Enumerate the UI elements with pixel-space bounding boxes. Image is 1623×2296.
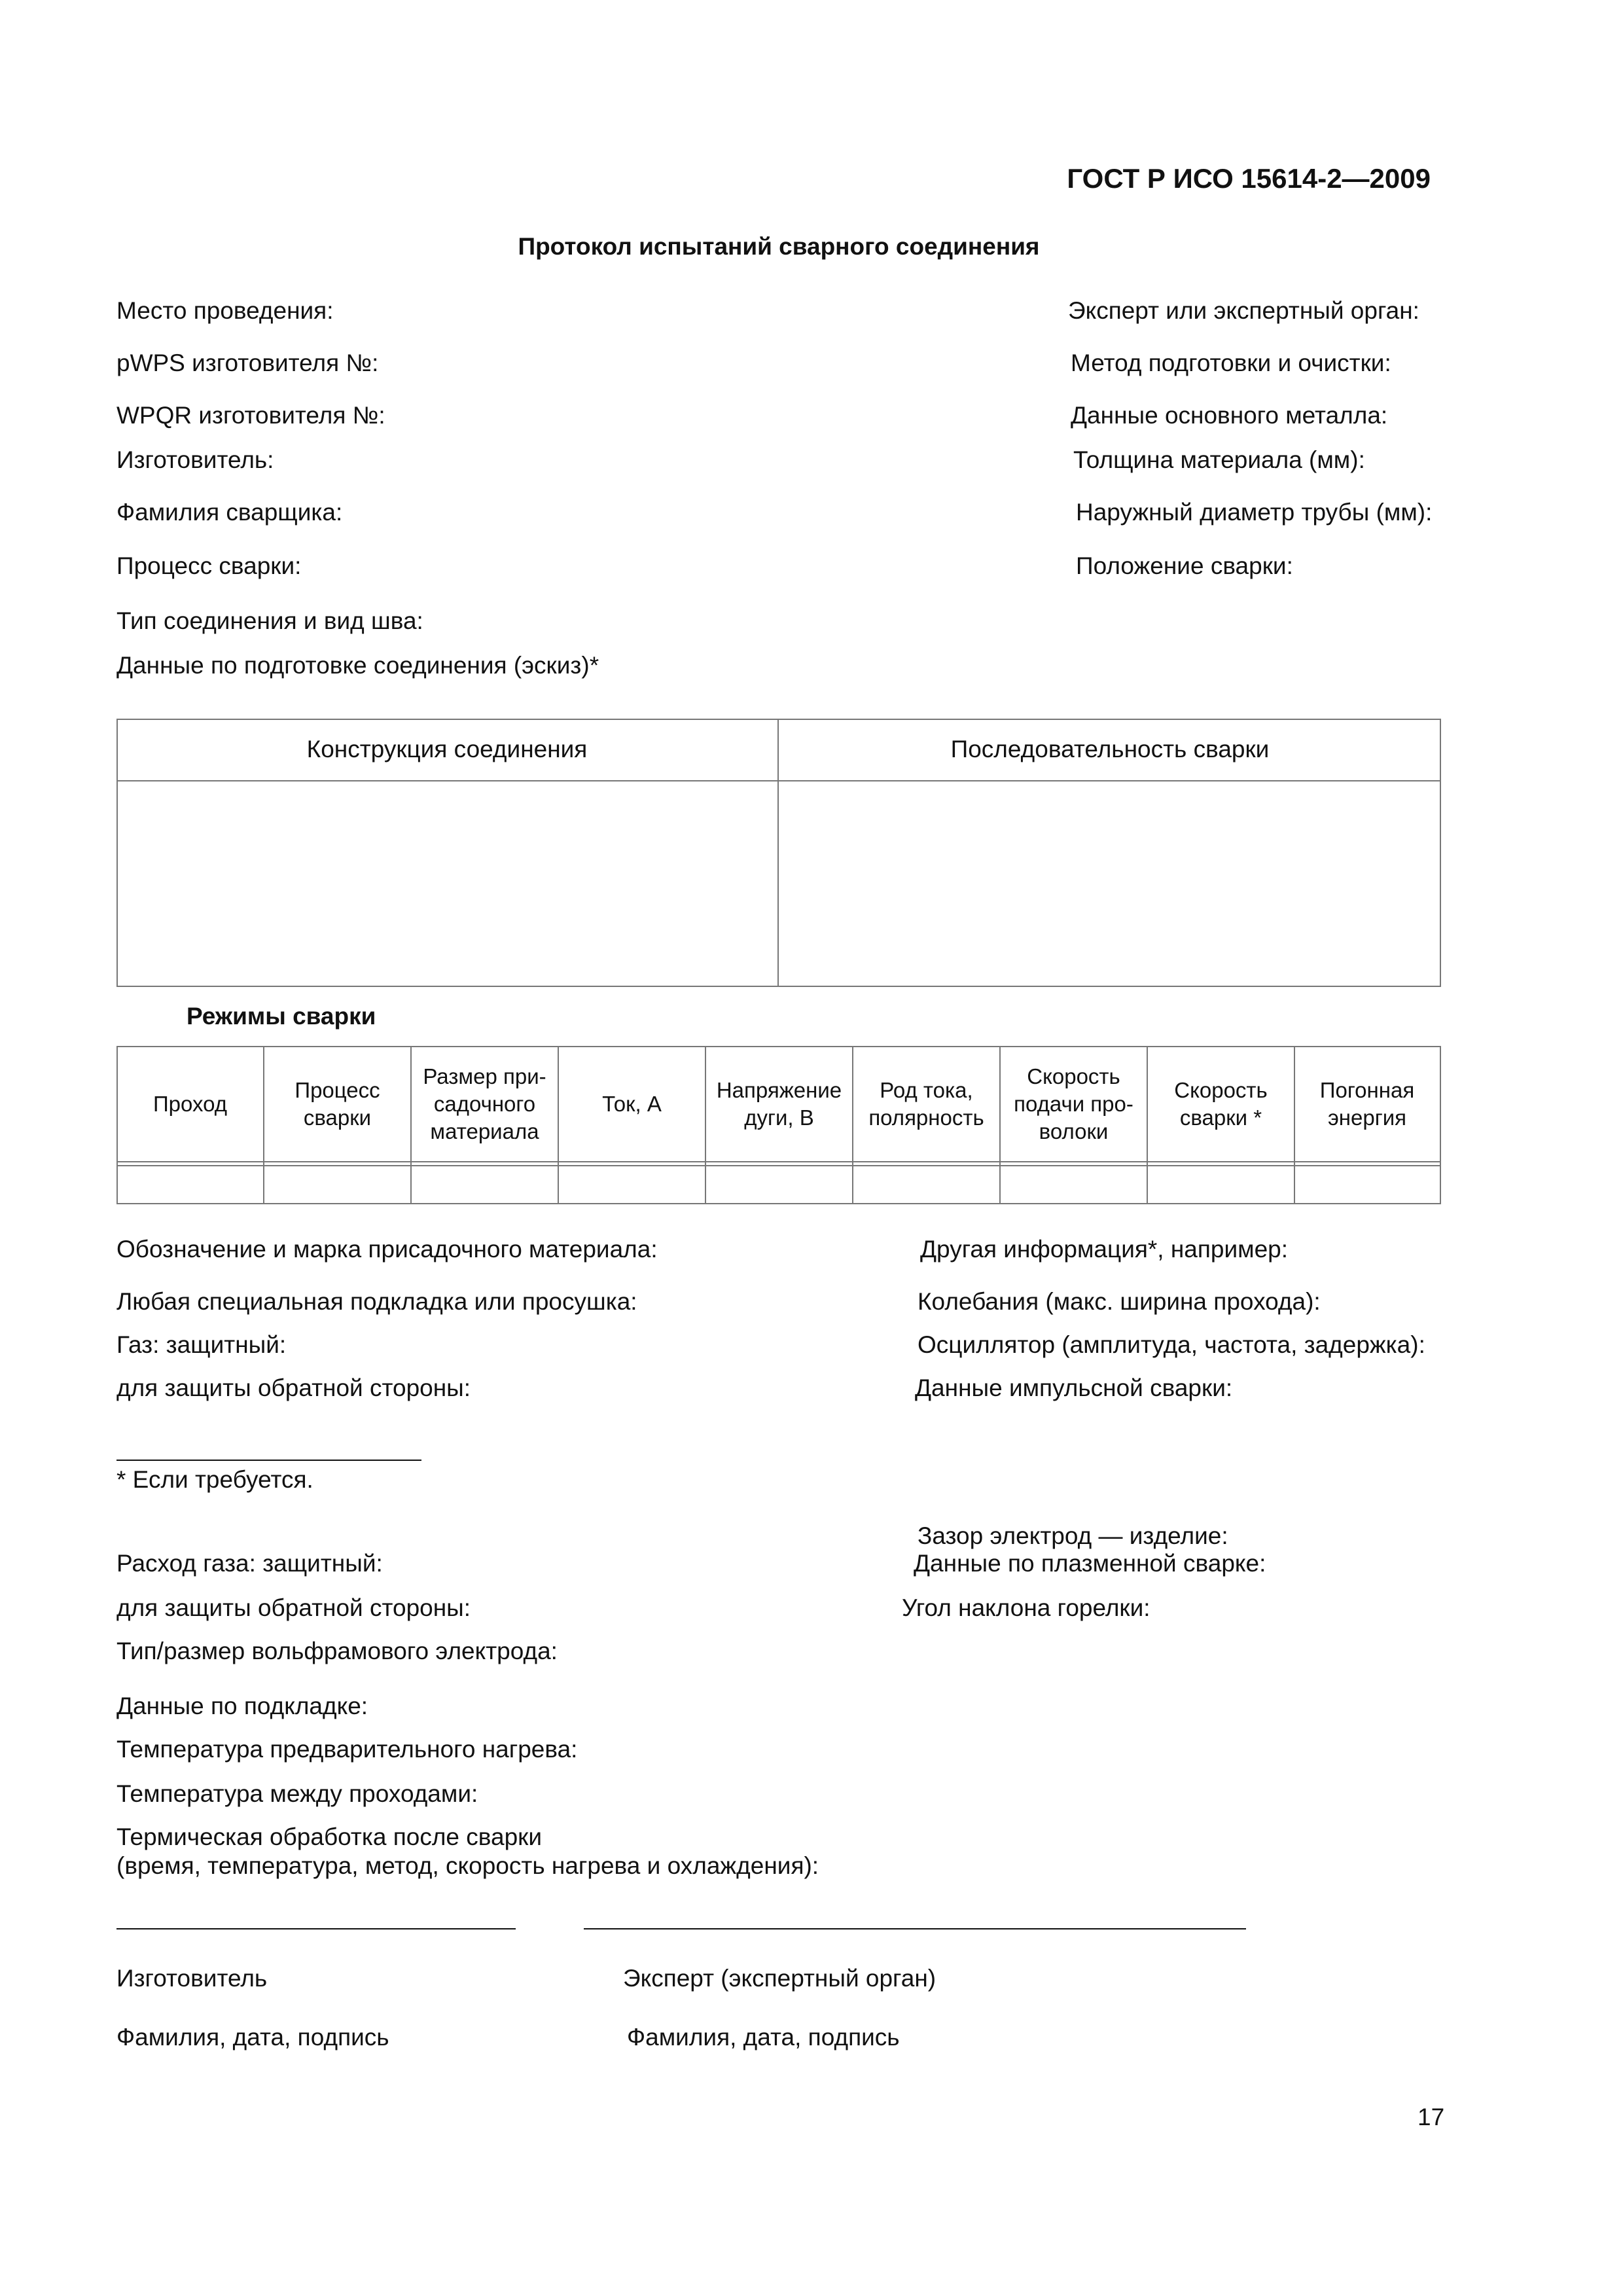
field-oscillation: Осциллятор (амплитуда, частота, задержка): xyxy=(918,1331,1425,1358)
welding-modes-title: Режимы сварки xyxy=(187,1003,376,1030)
sketch-header-joint-design: Конструкция соединения xyxy=(306,736,588,762)
sketch-header-welding-sequence: Последовательность сварки xyxy=(950,736,1270,762)
modes-header-divider-2 xyxy=(116,1165,1441,1166)
signature-examiner-caption: Фамилия, дата, подпись xyxy=(627,2024,900,2051)
modes-column-header: Процесс сварки xyxy=(294,1077,380,1130)
field-thickness: Толщина материала (мм): xyxy=(1073,446,1365,473)
field-backing-gas-flow: для защиты обратной стороны: xyxy=(116,1594,471,1621)
modes-column-header: Напряжение дуги, В xyxy=(716,1077,842,1130)
field-welding-position: Положение сварки: xyxy=(1076,552,1293,579)
field-backing-drying: Любая специальная подкладка или просушка: xyxy=(116,1288,637,1315)
signature-manufacturer-role: Изготовитель xyxy=(116,1965,268,1992)
footnote: * Если требуется. xyxy=(116,1466,313,1493)
page-number: 17 xyxy=(1418,2104,1445,2130)
field-joint-preparation: Данные по подготовке соединения (эскиз)* xyxy=(116,652,599,679)
modes-column-header: Скорость подачи про- волоки xyxy=(1014,1064,1133,1144)
field-cleaning-method: Метод подготовки и очистки: xyxy=(1071,350,1391,376)
field-interpass-temperature: Температура между проходами: xyxy=(116,1780,478,1807)
examiner-signature-line xyxy=(584,1928,1246,1929)
field-manufacturer: Изготовитель: xyxy=(116,446,274,473)
modes-column-header: Размер при- садочного материала xyxy=(423,1064,546,1144)
field-post-weld-heat-treatment: Термическая обработка после сварки xyxy=(116,1823,543,1850)
modes-column-header: Проход xyxy=(152,1091,228,1116)
modes-column-header: Скорость сварки * xyxy=(1174,1077,1268,1130)
page-title: Протокол испытаний сварного соединения xyxy=(518,233,1040,260)
field-backing-data: Данные по подкладке: xyxy=(116,1693,368,1719)
standard-number: ГОСТ Р ИСО 15614-2—2009 xyxy=(1067,163,1431,194)
field-backing-gas: для защиты обратной стороны: xyxy=(116,1374,471,1401)
field-filler-designation: Обозначение и марка присадочного материала: xyxy=(116,1236,658,1263)
field-shielding-gas: Газ: защитный: xyxy=(116,1331,287,1358)
field-weaving: Колебания (макс. ширина прохода): xyxy=(918,1288,1321,1315)
signature-manufacturer-caption: Фамилия, дата, подпись xyxy=(116,2024,389,2051)
field-torch-angle: Угол наклона горелки: xyxy=(902,1594,1150,1621)
footnote-separator xyxy=(116,1460,421,1461)
field-welder-name: Фамилия сварщика: xyxy=(116,499,343,526)
field-base-metal: Данные основного металла: xyxy=(1071,402,1388,429)
field-wpqr: WPQR изготовителя №: xyxy=(116,402,385,429)
modes-header-divider-1 xyxy=(116,1161,1441,1162)
field-examiner: Эксперт или экспертный орган: xyxy=(1068,297,1419,324)
modes-column-header: Погонная энергия xyxy=(1319,1077,1415,1130)
field-pulse-welding: Данные импульсной сварки: xyxy=(915,1374,1233,1401)
signature-examiner-role: Эксперт (экспертный орган) xyxy=(623,1965,936,1992)
field-tungsten-electrode: Тип/размер вольфрамового электрода: xyxy=(116,1638,558,1664)
field-pipe-diameter: Наружный диаметр трубы (мм): xyxy=(1076,499,1433,526)
field-plasma-welding: Данные по плазменной сварке: xyxy=(914,1550,1266,1577)
field-preheat-temperature: Температура предварительного нагрева: xyxy=(116,1736,578,1763)
field-other-info: Другая информация*, например: xyxy=(920,1236,1289,1263)
field-contact-distance: Зазор электрод — изделие: xyxy=(918,1522,1228,1549)
sketch-table-header-divider xyxy=(116,780,1441,781)
field-joint-type: Тип соединения и вид шва: xyxy=(116,607,423,634)
manufacturer-signature-line xyxy=(116,1928,516,1929)
modes-column-header: Ток, А xyxy=(602,1091,662,1116)
field-gas-flow: Расход газа: защитный: xyxy=(116,1550,383,1577)
field-pwps: pWPS изготовителя №: xyxy=(116,350,379,376)
modes-column-header: Род тока, полярность xyxy=(868,1077,984,1130)
field-place: Место проведения: xyxy=(116,297,334,324)
field-post-weld-heat-treatment-details: (время, температура, метод, скорость нагрева и охлаждения): xyxy=(116,1852,819,1879)
field-welding-process: Процесс сварки: xyxy=(116,552,302,579)
